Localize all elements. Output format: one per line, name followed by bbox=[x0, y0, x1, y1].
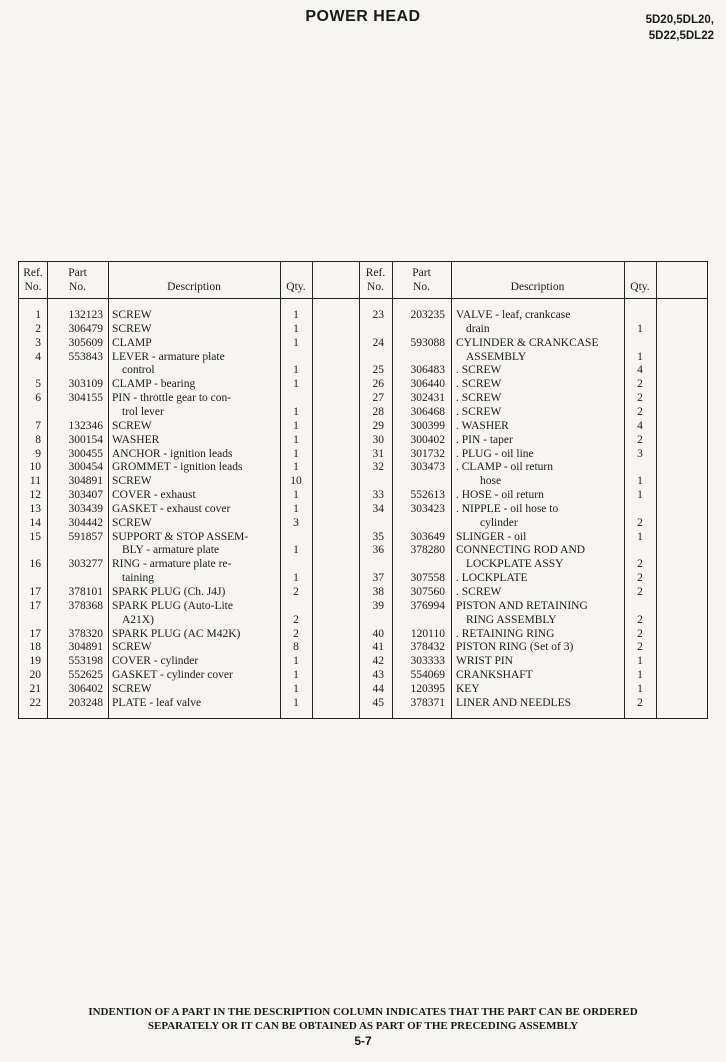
quantity: 2 bbox=[637, 572, 643, 585]
ref-number: 14 bbox=[29, 516, 41, 529]
table-row bbox=[19, 530, 707, 544]
quantity: 2 bbox=[637, 378, 643, 391]
quantity: 3 bbox=[293, 516, 299, 529]
ref-number: 33 bbox=[372, 489, 384, 502]
ref-number: 20 bbox=[29, 669, 41, 682]
table-row bbox=[19, 336, 707, 350]
part-number: 552625 bbox=[68, 669, 103, 682]
part-description: CLAMP - bearing bbox=[112, 378, 196, 391]
table-row bbox=[19, 599, 707, 613]
quantity: 1 bbox=[293, 322, 299, 335]
part-number: 378101 bbox=[68, 586, 103, 598]
part-description: SLINGER - oil bbox=[456, 530, 527, 543]
part-number: 378320 bbox=[68, 627, 103, 640]
quantity: 1 bbox=[293, 544, 299, 557]
ref-number: 24 bbox=[372, 336, 384, 349]
part-description: WASHER bbox=[112, 433, 160, 446]
table-row bbox=[19, 405, 707, 419]
part-number: 303407 bbox=[68, 489, 103, 502]
part-number: 306479 bbox=[68, 322, 103, 335]
quantity: 4 bbox=[637, 364, 643, 377]
page-number: 5-7 bbox=[354, 1034, 372, 1048]
ref-number: 9 bbox=[35, 447, 41, 460]
part-description: RING - armature plate re- bbox=[112, 558, 232, 571]
part-number: 306468 bbox=[410, 405, 445, 418]
part-number: 303277 bbox=[68, 558, 103, 571]
part-number: 302431 bbox=[410, 392, 445, 405]
quantity: 2 bbox=[293, 613, 299, 626]
quantity: 1 bbox=[293, 502, 299, 515]
part-number: 300399 bbox=[410, 419, 445, 432]
ref-number: 28 bbox=[372, 405, 384, 418]
part-description: WRIST PIN bbox=[456, 655, 513, 668]
ref-number: 6 bbox=[35, 392, 41, 405]
ref-number: 39 bbox=[372, 599, 384, 612]
model-numbers bbox=[604, 12, 714, 44]
ref-number: 22 bbox=[29, 696, 41, 709]
quantity: 1 bbox=[637, 530, 643, 543]
table-row bbox=[19, 391, 707, 405]
table-row bbox=[19, 474, 707, 488]
table-row bbox=[19, 613, 707, 627]
part-description: . SCREW bbox=[456, 586, 502, 598]
ref-number: 35 bbox=[372, 530, 384, 543]
part-number: 307560 bbox=[410, 586, 445, 598]
part-number: 300455 bbox=[68, 447, 103, 460]
part-number: 378432 bbox=[410, 641, 445, 654]
part-description: . SCREW bbox=[456, 405, 502, 418]
part-description: CONNECTING ROD AND bbox=[456, 544, 586, 557]
part-number: 304155 bbox=[68, 392, 103, 405]
part-description: LOCKPLATE ASSY bbox=[466, 558, 564, 571]
ref-number: 45 bbox=[372, 696, 384, 709]
table-row bbox=[19, 377, 707, 391]
header-ref-right: Ref. No. bbox=[365, 267, 386, 293]
header-divider bbox=[19, 298, 707, 299]
ref-number: 7 bbox=[35, 419, 41, 432]
indention-note-line2: SEPARATELY OR IT CAN BE OBTAINED AS PART OF THE PRECEDING ASSEMBLY bbox=[147, 1020, 579, 1032]
part-number: 306483 bbox=[410, 364, 445, 377]
part-number: 378368 bbox=[68, 599, 103, 612]
part-number: 552613 bbox=[410, 489, 445, 502]
header-qty-left: Qty. bbox=[286, 281, 306, 293]
part-number: 376994 bbox=[410, 599, 445, 612]
header-part-right: Part No. bbox=[412, 267, 431, 293]
table-row bbox=[19, 543, 707, 557]
header-ref-left: Ref. No. bbox=[23, 267, 43, 293]
part-number: 300454 bbox=[68, 461, 103, 474]
quantity: 2 bbox=[637, 433, 643, 446]
ref-number: 36 bbox=[372, 544, 384, 557]
part-description: CRANKSHAFT bbox=[456, 669, 533, 682]
quantity: 2 bbox=[637, 405, 643, 418]
part-description: GASKET - cylinder cover bbox=[112, 669, 233, 682]
part-description: hose bbox=[480, 475, 502, 488]
part-description: SCREW bbox=[112, 682, 152, 695]
table-row bbox=[19, 627, 707, 641]
quantity: 1 bbox=[293, 364, 299, 377]
quantity: 1 bbox=[293, 461, 299, 474]
part-description: . PLUG - oil line bbox=[456, 447, 534, 460]
part-number: 305609 bbox=[68, 336, 103, 349]
part-description: SCREW bbox=[112, 641, 152, 654]
part-description: BLY - armature plate bbox=[122, 544, 220, 557]
part-description: PIN - throttle gear to con- bbox=[112, 392, 232, 405]
table-row bbox=[19, 322, 707, 336]
ref-number: 17 bbox=[29, 599, 41, 612]
page-title: POWER HEAD bbox=[305, 8, 421, 25]
part-description: . LOCKPLATE bbox=[456, 572, 528, 585]
ref-number: 38 bbox=[372, 586, 384, 598]
part-description: RING ASSEMBLY bbox=[466, 613, 557, 626]
part-description: trol lever bbox=[122, 405, 164, 418]
quantity: 1 bbox=[293, 669, 299, 682]
part-description: GROMMET - ignition leads bbox=[112, 461, 243, 474]
table-row bbox=[19, 654, 707, 668]
part-number: 304891 bbox=[68, 475, 103, 488]
ref-number: 4 bbox=[35, 350, 41, 363]
table-row bbox=[19, 433, 707, 447]
header-part-left: Part No. bbox=[68, 267, 87, 293]
part-number: 378371 bbox=[410, 696, 445, 709]
ref-number: 10 bbox=[29, 461, 41, 474]
table-row bbox=[19, 447, 707, 461]
ref-number: 21 bbox=[29, 682, 41, 695]
part-description: control bbox=[122, 364, 155, 377]
part-number: 306402 bbox=[68, 682, 103, 695]
model-numbers-line1: 5D20,5DL20, bbox=[645, 14, 714, 26]
ref-number: 17 bbox=[29, 627, 41, 640]
table-row bbox=[19, 516, 707, 530]
part-number: 301732 bbox=[410, 447, 445, 460]
quantity: 1 bbox=[293, 419, 299, 432]
quantity: 2 bbox=[637, 558, 643, 571]
table-row bbox=[19, 460, 707, 474]
part-number: 300154 bbox=[68, 433, 103, 446]
part-description: SPARK PLUG (Auto-Lite bbox=[112, 599, 233, 612]
ref-number: 41 bbox=[372, 641, 384, 654]
ref-number: 3 bbox=[35, 336, 41, 349]
quantity: 2 bbox=[637, 613, 643, 626]
quantity: 1 bbox=[637, 475, 643, 488]
ref-number: 32 bbox=[372, 461, 384, 474]
quantity: 2 bbox=[637, 516, 643, 529]
part-description: SPARK PLUG (Ch. J4J) bbox=[112, 586, 226, 598]
table-row bbox=[19, 696, 707, 710]
quantity: 8 bbox=[293, 641, 299, 654]
ref-number: 34 bbox=[372, 502, 384, 515]
part-description: SCREW bbox=[112, 309, 152, 321]
table-row bbox=[19, 502, 707, 516]
quantity: 1 bbox=[293, 655, 299, 668]
part-description: . WASHER bbox=[456, 419, 509, 432]
part-number: 303649 bbox=[410, 530, 445, 543]
part-number: 303473 bbox=[410, 461, 445, 474]
quantity: 2 bbox=[637, 586, 643, 598]
part-description: SUPPORT & STOP ASSEM- bbox=[112, 530, 249, 543]
quantity: 1 bbox=[293, 447, 299, 460]
indention-note bbox=[0, 1005, 726, 1033]
part-description: . SCREW bbox=[456, 392, 502, 405]
part-description: COVER - cylinder bbox=[112, 655, 199, 668]
table-row bbox=[19, 668, 707, 682]
part-number: 303423 bbox=[410, 502, 445, 515]
part-number: 553843 bbox=[68, 350, 103, 363]
quantity: 1 bbox=[293, 433, 299, 446]
table-row bbox=[19, 419, 707, 433]
table-row bbox=[19, 640, 707, 654]
ref-number: 31 bbox=[372, 447, 384, 460]
ref-number: 23 bbox=[372, 309, 384, 321]
quantity: 1 bbox=[637, 350, 643, 363]
ref-number: 26 bbox=[372, 378, 384, 391]
ref-number: 30 bbox=[372, 433, 384, 446]
ref-number: 25 bbox=[372, 364, 384, 377]
ref-number: 42 bbox=[372, 655, 384, 668]
quantity: 1 bbox=[293, 405, 299, 418]
part-description: . PIN - taper bbox=[456, 433, 513, 446]
part-number: 554069 bbox=[410, 669, 445, 682]
part-description: PISTON RING (Set of 3) bbox=[456, 641, 574, 654]
quantity: 1 bbox=[637, 669, 643, 682]
header-description-right: Description bbox=[510, 281, 565, 293]
part-description: PLATE - leaf valve bbox=[112, 696, 202, 709]
part-number: 593088 bbox=[410, 336, 445, 349]
ref-number: 18 bbox=[29, 641, 41, 654]
part-number: 378280 bbox=[410, 544, 445, 557]
quantity: 1 bbox=[293, 572, 299, 585]
ref-number: 15 bbox=[29, 530, 41, 543]
part-description: . CLAMP - oil return bbox=[456, 461, 553, 474]
table-row bbox=[19, 682, 707, 696]
header-description-left: Description bbox=[167, 281, 221, 293]
part-description: GASKET - exhaust cover bbox=[112, 502, 231, 515]
table-row bbox=[19, 557, 707, 571]
quantity: 1 bbox=[637, 682, 643, 695]
part-description: ASSEMBLY bbox=[466, 350, 527, 363]
table-row bbox=[19, 308, 707, 322]
ref-number: 29 bbox=[372, 419, 384, 432]
ref-number: 11 bbox=[29, 475, 41, 488]
ref-number: 1 bbox=[35, 309, 41, 321]
part-description: . HOSE - oil return bbox=[456, 489, 544, 502]
part-number: 591857 bbox=[68, 530, 103, 543]
part-number: 132123 bbox=[68, 309, 103, 321]
ref-number: 2 bbox=[35, 322, 41, 335]
part-description: . SCREW bbox=[456, 364, 502, 377]
part-number: 132346 bbox=[68, 419, 103, 432]
part-number: 303333 bbox=[410, 655, 445, 668]
indention-note-line1: INDENTION OF A PART IN THE DESCRIPTION COLUMN INDICATES THAT THE PART CAN BE ORDERED bbox=[88, 1006, 638, 1018]
part-number: 553198 bbox=[68, 655, 103, 668]
quantity: 4 bbox=[637, 419, 643, 432]
part-number: 303109 bbox=[68, 378, 103, 391]
part-number: 303439 bbox=[68, 502, 103, 515]
quantity: 3 bbox=[637, 447, 643, 460]
part-description: . RETAINING RING bbox=[456, 627, 555, 640]
quantity: 2 bbox=[637, 641, 643, 654]
header-qty-right: Qty. bbox=[630, 281, 650, 293]
part-number: 300402 bbox=[410, 433, 445, 446]
quantity: 1 bbox=[293, 336, 299, 349]
quantity: 1 bbox=[637, 322, 643, 335]
quantity: 2 bbox=[293, 586, 299, 598]
table-row bbox=[19, 571, 707, 585]
quantity: 2 bbox=[637, 392, 643, 405]
part-number: 306440 bbox=[410, 378, 445, 391]
part-number: 307558 bbox=[410, 572, 445, 585]
part-description: LINER AND NEEDLES bbox=[456, 696, 571, 709]
part-description: SCREW bbox=[112, 322, 152, 335]
part-number: 120110 bbox=[410, 627, 445, 640]
table-row bbox=[19, 363, 707, 377]
part-description: PISTON AND RETAINING bbox=[456, 599, 588, 612]
quantity: 1 bbox=[637, 655, 643, 668]
part-description: taining bbox=[122, 572, 154, 585]
part-description: CLAMP bbox=[112, 336, 152, 349]
ref-number: 12 bbox=[29, 489, 41, 502]
part-description: SCREW bbox=[112, 516, 152, 529]
ref-number: 19 bbox=[29, 655, 41, 668]
part-description: SPARK PLUG (AC M42K) bbox=[112, 627, 241, 640]
part-description: . NIPPLE - oil hose to bbox=[456, 502, 559, 515]
quantity: 2 bbox=[637, 696, 643, 709]
quantity: 1 bbox=[293, 682, 299, 695]
part-description: COVER - exhaust bbox=[112, 489, 196, 502]
ref-number: 16 bbox=[29, 558, 41, 571]
part-description: LEVER - armature plate bbox=[112, 350, 225, 363]
part-description: KEY bbox=[456, 682, 480, 695]
quantity: 1 bbox=[637, 489, 643, 502]
table-row bbox=[19, 350, 707, 364]
part-description: . SCREW bbox=[456, 378, 502, 391]
part-number: 203248 bbox=[68, 696, 103, 709]
part-description: VALVE - leaf, crankcase bbox=[456, 309, 571, 321]
part-description: ANCHOR - ignition leads bbox=[112, 447, 233, 460]
part-description: SCREW bbox=[112, 419, 152, 432]
ref-number: 40 bbox=[372, 627, 384, 640]
table-row bbox=[19, 585, 707, 599]
quantity: 1 bbox=[293, 309, 299, 321]
table-row bbox=[19, 488, 707, 502]
ref-number: 13 bbox=[29, 502, 41, 515]
part-description: drain bbox=[466, 322, 490, 335]
quantity: 1 bbox=[293, 489, 299, 502]
ref-number: 27 bbox=[372, 392, 384, 405]
part-description: SCREW bbox=[112, 475, 152, 488]
model-numbers-line2: 5D22,5DL22 bbox=[648, 30, 714, 42]
ref-number: 43 bbox=[372, 669, 384, 682]
ref-number: 37 bbox=[372, 572, 384, 585]
ref-number: 5 bbox=[35, 378, 41, 391]
parts-table bbox=[18, 261, 708, 719]
part-number: 304891 bbox=[68, 641, 103, 654]
quantity: 1 bbox=[293, 378, 299, 391]
part-description: CYLINDER & CRANKCASE bbox=[456, 336, 599, 349]
quantity: 2 bbox=[637, 627, 643, 640]
ref-number: 44 bbox=[372, 682, 384, 695]
part-number: 304442 bbox=[68, 516, 103, 529]
part-description: cylinder bbox=[480, 516, 518, 529]
quantity: 10 bbox=[290, 475, 302, 488]
quantity: 2 bbox=[293, 627, 299, 640]
part-number: 120395 bbox=[410, 682, 445, 695]
ref-number: 8 bbox=[35, 433, 41, 446]
ref-number: 17 bbox=[29, 586, 41, 598]
part-number: 203235 bbox=[410, 309, 445, 321]
part-description: A21X) bbox=[122, 613, 154, 626]
quantity: 1 bbox=[293, 696, 299, 709]
